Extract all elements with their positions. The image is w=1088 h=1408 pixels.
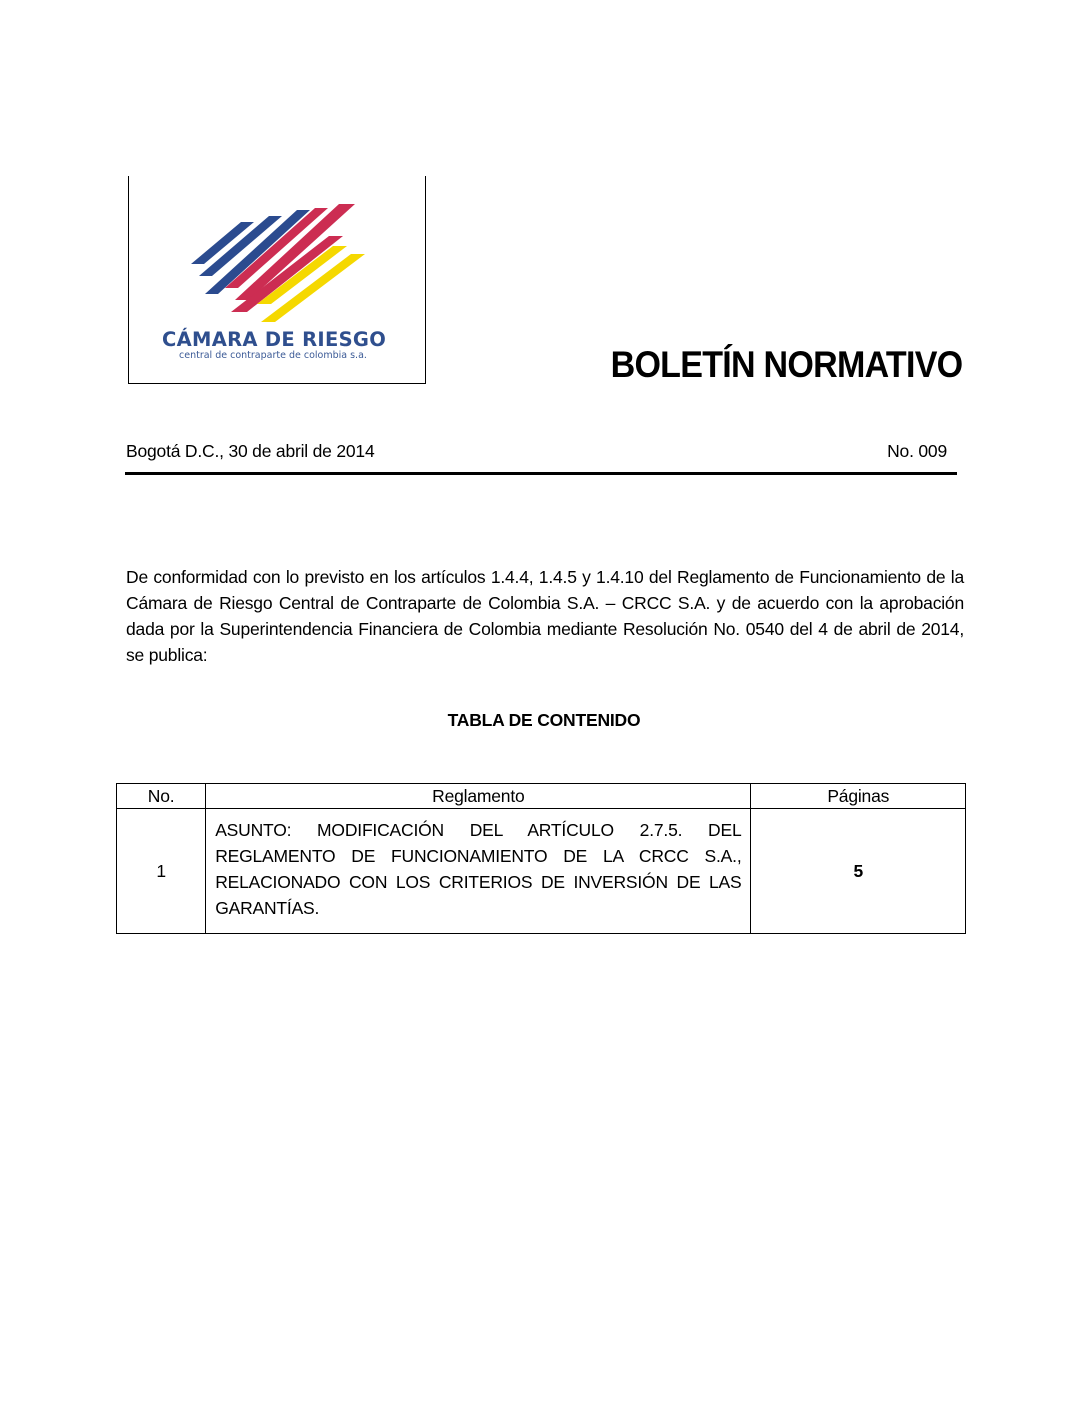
toc-header-row bbox=[117, 784, 966, 809]
bulletin-number: No. 009 bbox=[887, 441, 947, 461]
toc-row-no: 1 bbox=[117, 809, 206, 934]
toc-col-reglamento: Reglamento bbox=[206, 784, 751, 809]
toc-table bbox=[116, 783, 966, 934]
toc-heading: TABLA DE CONTENIDO bbox=[447, 710, 641, 730]
toc-col-no: No. bbox=[117, 784, 206, 809]
toc-row-paginas: 5 bbox=[751, 809, 966, 934]
table-row bbox=[117, 809, 966, 934]
logo-name: CÁMARA DE RIESGO bbox=[162, 328, 387, 351]
logo-tagline: central de contraparte de colombia s.a. bbox=[179, 350, 367, 361]
header-divider bbox=[125, 472, 957, 475]
intro-paragraph: De conformidad con lo previsto en los artículos 1.4.4, 1.4.5 y 1.4.10 del Reglamento de Funcionamiento de la Cámara de Riesgo Central de Contraparte de Colombia S.A. – CRCC S.A. y de acuerdo con la aprobación dada por la Superintendencia Financiera de Colombia mediante Resolución No. 0540 del 4 de abril de 2014, se publica: bbox=[126, 567, 964, 665]
document-title: BOLETÍN NORMATIVO bbox=[610, 344, 962, 385]
logo-box bbox=[128, 176, 426, 384]
bulletin-date: Bogotá D.C., 30 de abril de 2014 bbox=[126, 441, 375, 461]
toc-row-reglamento: ASUNTO: MODIFICACIÓN DEL ARTÍCULO 2.7.5. DEL REGLAMENTO DE FUNCIONAMIENTO DE LA CRCC S.A., RELACIONADO CON LOS CRITERIOS DE INVERSIÓN DE LAS GARANTÍAS. bbox=[206, 809, 751, 934]
camara-de-riesgo-logo-icon bbox=[129, 176, 425, 336]
toc-col-paginas: Páginas bbox=[751, 784, 966, 809]
